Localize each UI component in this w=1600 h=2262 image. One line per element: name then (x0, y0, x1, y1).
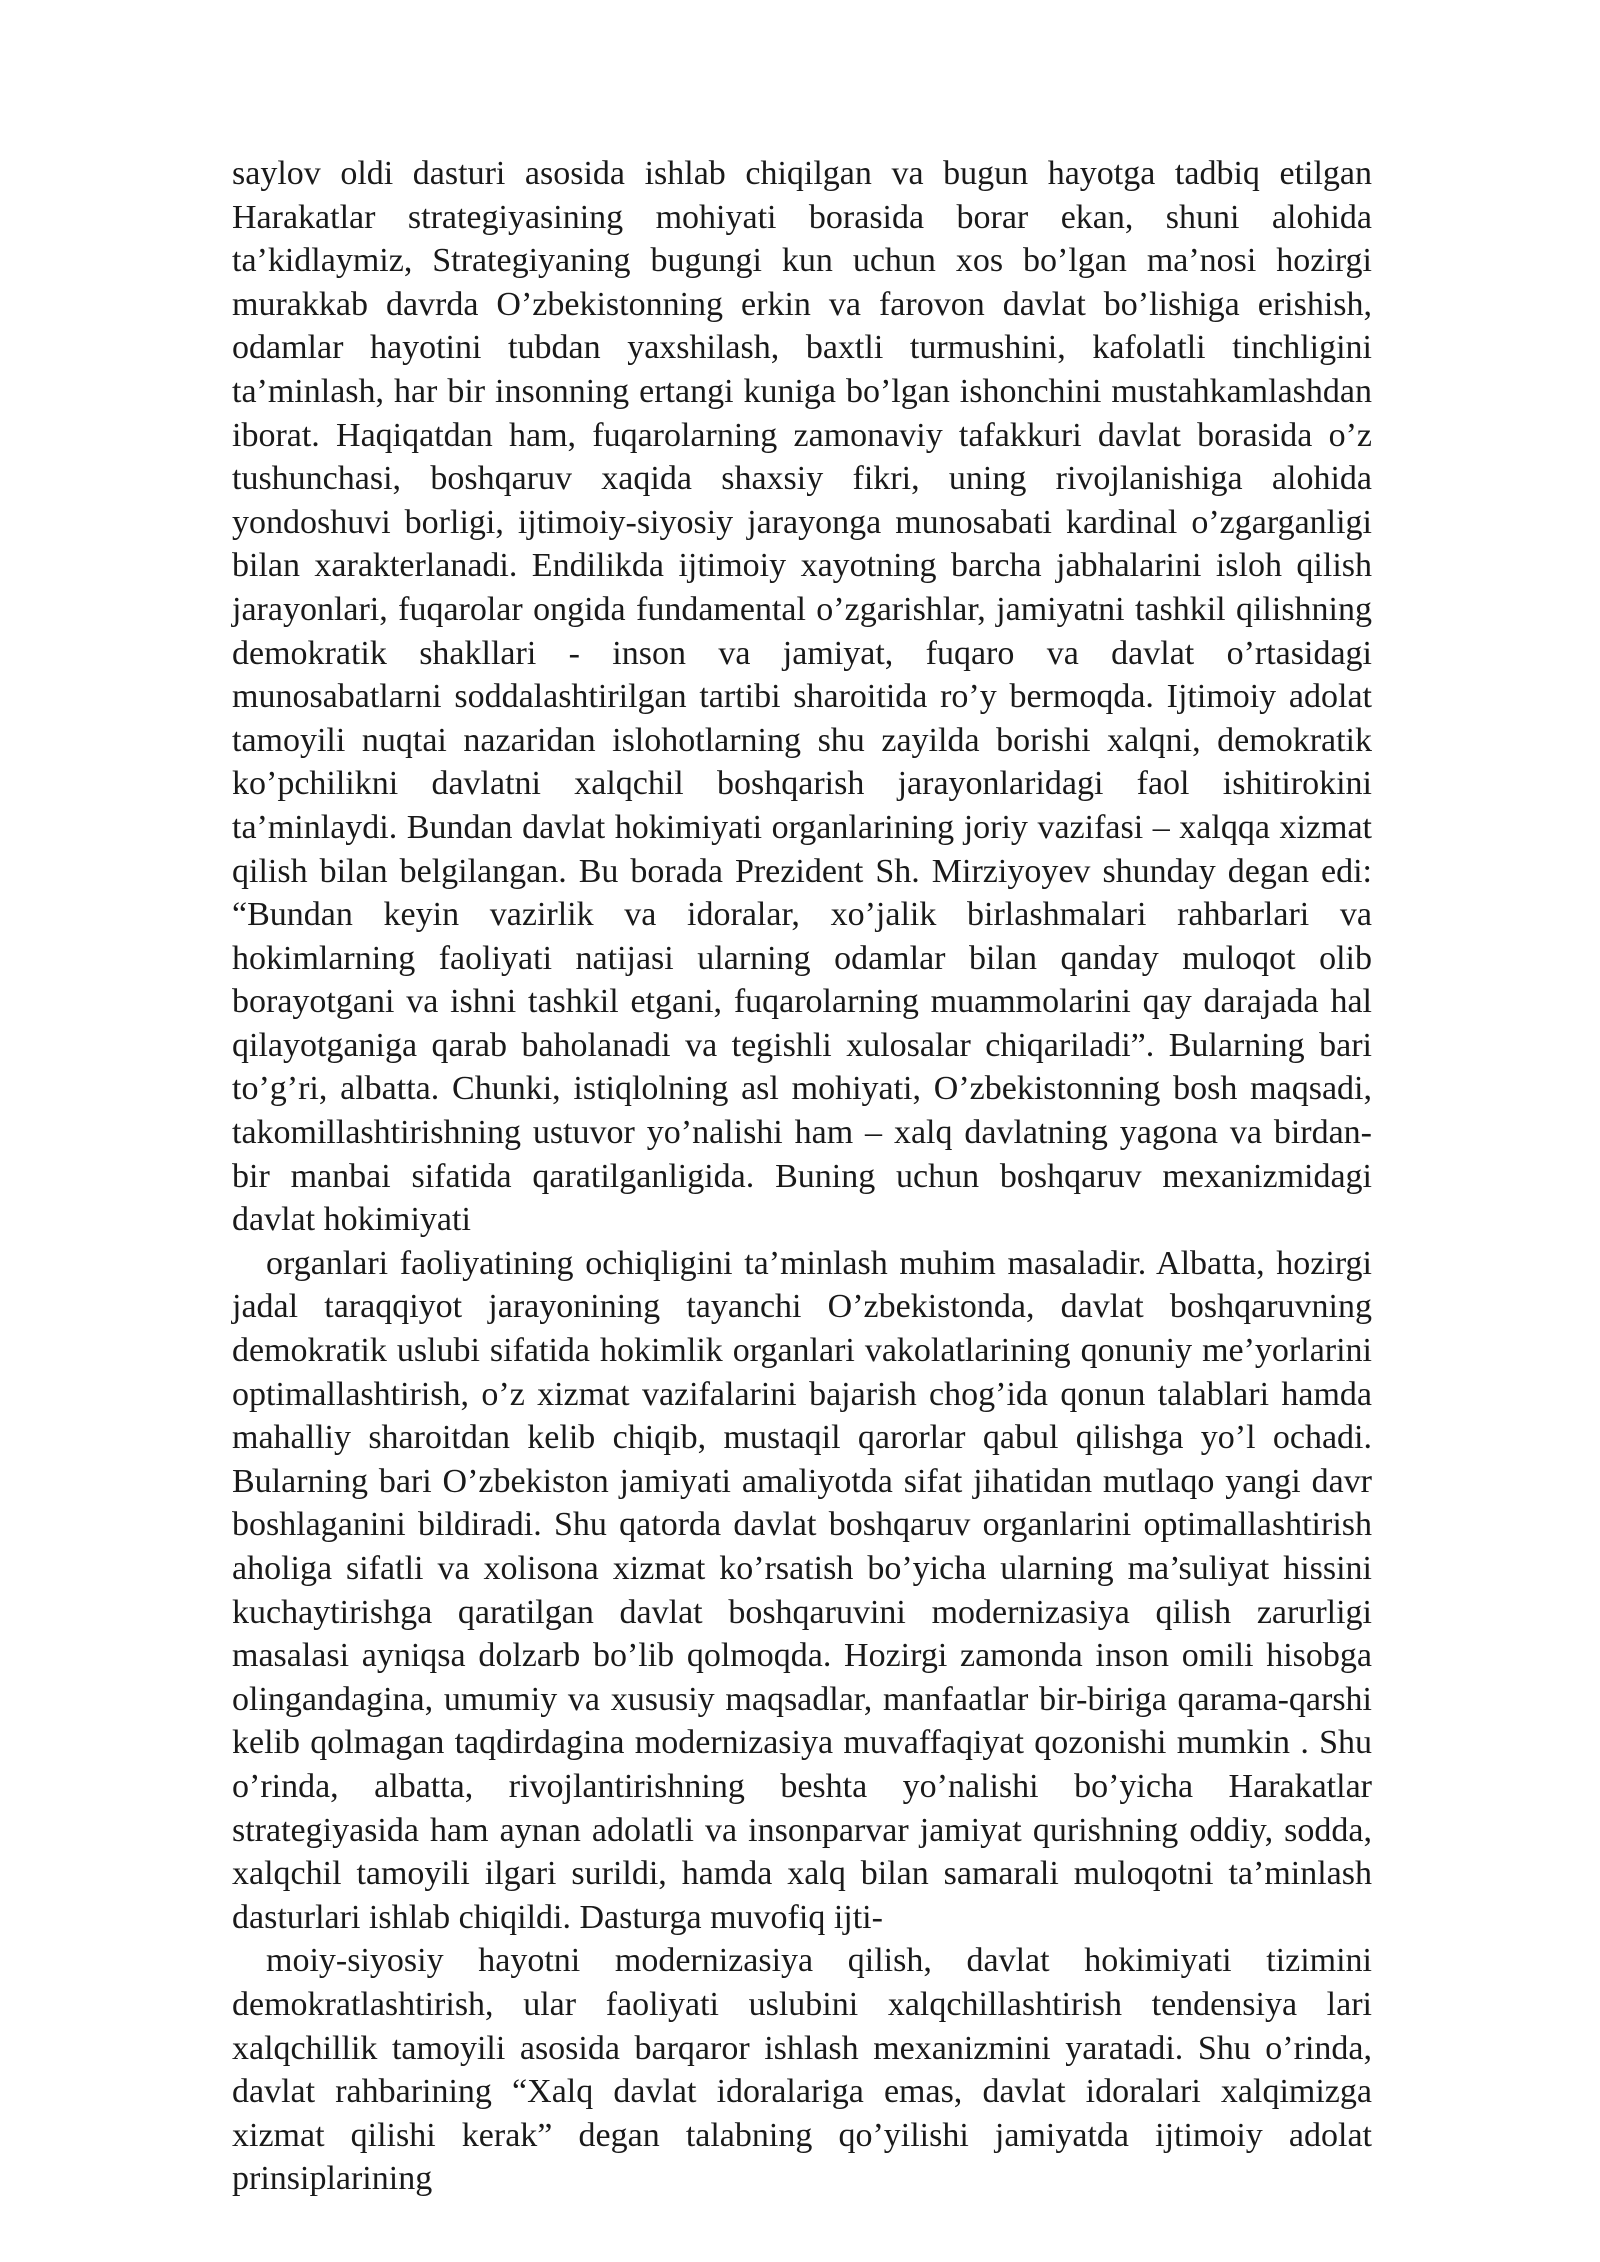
paragraph-1: saylov oldi dasturi asosida ishlab chiqilgan va bugun hayotga tadbiq etilgan Harakatlar strategiyasining mohiyati borasida borar ekan, shuni alohida ta’kidlaymiz, Strategiyaning bugungi kun uchun xos bo’lgan ma’nosi hozirgi murakkab davrda O’zbekistonning erkin va farovon davlat bo’lishiga erishish, odamlar hayotini tubdan yaxshilash, baxtli turmushini, kafolatli tinchligini ta’minlash, har bir insonning ertangi kuniga bo’lgan ishonchini mustahkamlashdan iborat. Haqiqatdan ham, fuqarolarning zamonaviy tafakkuri davlat borasida o’z tushunchasi, boshqaruv xaqida shaxsiy fikri, uning rivojlanishiga alohida yondoshuvi borligi, ijtimoiy-siyosiy jarayonga munosabati kardinal o’zgarganligi bilan xarakterlanadi. Endilikda ijtimoiy xayotning barcha jabhalarini isloh qilish jarayonlari, fuqarolar ongida fundamental o’zgarishlar, jamiyatni tashkil qilishning demokratik shakllari - inson va jamiyat, fuqaro va davlat o’rtasidagi munosabatlarni soddalashtirilgan tartibi sharoitida ro’y bermoqda. Ijtimoiy adolat tamoyili nuqtai nazaridan islohotlarning shu zayilda borishi xalqni, demokratik ko’pchilikni davlatni xalqchil boshqarish jarayonlaridagi faol ishitirokini ta’minlaydi. Bundan davlat hokimiyati organlarining joriy vazifasi – xalqqa xizmat qilish bilan belgilangan. Bu borada Prezident Sh. Mirziyoyev shunday degan edi: “Bundan keyin vazirlik va idoralar, xo’jalik birlashmalari rahbarlari va hokimlarning faoliyati natijasi ularning odamlar bilan qanday muloqot olib borayotgani va ishni tashkil etgani, fuqarolarning muammolarini qay darajada hal qilayotganiga qarab baholanadi va tegishli xulosalar chiqariladi”. Bularning bari to’g’ri, albatta. Chunki, istiqlolning asl mohiyati, O’zbekistonning bosh maqsadi, takomillashtirishning ustuvor yo’nalishi ham – xalq davlatning yagona va birdan-bir manbai sifatida qaratilganligida. Buning uchun boshqaruv mexanizmidagi davlat hokimiyati (232, 155, 1372, 1239)
paragraph-3: moiy-siyosiy hayotni modernizasiya qilish, davlat hokimiyati tizimini demokratlashtirish, ular faoliyati uslubini xalqchillashtirish tendensiya lari xalqchillik tamoyili asosida barqaror ishlash mexanizmini yaratadi. Shu o’rinda, davlat rahbarining “Xalq davlat idoralariga emas, davlat idoralari xalqimizga xizmat qilishi kerak” degan talabning qo’yilishi jamiyatda ijtimoiy adolat prinsiplarining (232, 1942, 1372, 2198)
document-page (232, 152, 1372, 2201)
paragraph-2: organlari faoliyatining ochiqligini ta’minlash muhim masaladir. Albatta, hozirgi jadal taraqqiyot jarayonining tayanchi O’zbekistonda, davlat boshqaruvning demokratik uslubi sifatida hokimlik organlari vakolatlarining qonuniy me’yorlarini optimallashtirish, o’z xizmat vazifalarini bajarish chog’ida qonun talablari hamda mahalliy sharoitdan kelib chiqib, mustaqil qarorlar qabul qilishga yo’l ochadi. Bularning bari O’zbekiston jamiyati amaliyotda sifat jihatidan mutlaqo yangi davr boshlaganini bildiradi. Shu qatorda davlat boshqaruv organlarini optimallashtirish aholiga sifatli va xolisona xizmat ko’rsatish bo’yicha ularning ma’suliyat hissini kuchaytirishga qaratilgan davlat boshqaruvini modernizasiya qilish zarurligi masalasi ayniqsa dolzarb bo’lib qolmoqda. Hozirgi zamonda inson omili hisobga olingandagina, umumiy va xususiy maqsadlar, manfaatlar bir-biriga qarama-qarshi kelib qolmagan taqdirdagina modernizasiya muvaffaqiyat qozonishi mumkin . Shu o’rinda, albatta, rivojlantirishning beshta yo’nalishi bo’yicha Harakatlar strategiyasida ham aynan adolatli va insonparvar jamiyat qurishning oddiy, sodda, xalqchil tamoyili ilgari surildi, hamda xalq bilan samarali muloqotni ta’minlash dasturlari ishlab chiqildi. Dasturga muvofiq ijti- (232, 1244, 1372, 1936)
